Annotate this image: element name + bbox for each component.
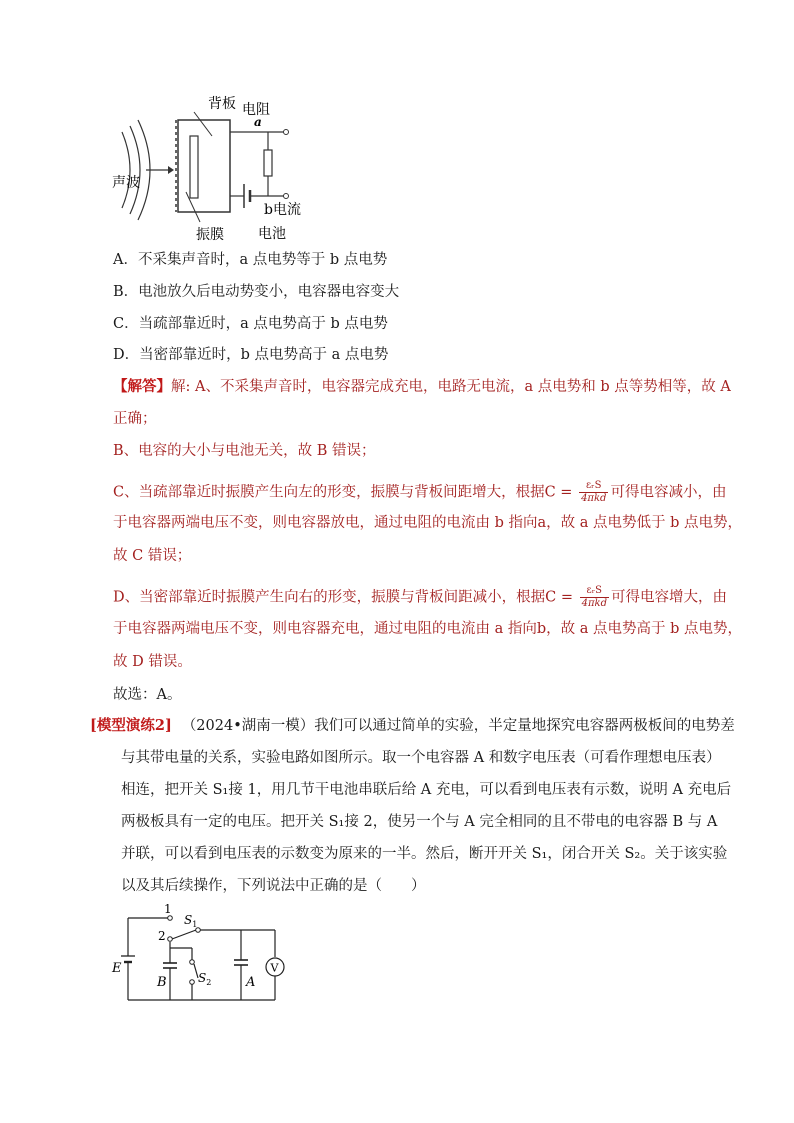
answer-d-line-2: 于电容器两端电压不变，则电容器充电，通过电阻的电流由 a 指向b，故 a 点电势高于 b 点电势， <box>113 621 743 637</box>
capacitance-fraction <box>579 480 608 505</box>
exercise-tag: [模型演练2] <box>90 717 172 734</box>
answer-d-post: 可得电容增大，由 <box>611 589 727 606</box>
terminal-2 <box>168 937 173 942</box>
answer-text: 解: A、不采集声音时，电容器完成充电，电路无电流，a 点电势和 b 点等势相等，故 A <box>171 379 731 395</box>
fraction-numerator: εᵣS <box>580 585 609 598</box>
point-a-label: a <box>254 115 262 129</box>
terminal-1-label: 1 <box>164 902 172 916</box>
fraction-numerator: εᵣS <box>579 480 608 493</box>
exercise-line-3: 相连，把开关 S₁接 1，用几节干电池串联后给 A 充电，可以看到电压表有示数，说明 A 充电后 <box>121 782 732 798</box>
answer-c-line-1 <box>113 480 726 505</box>
answer-line-1 <box>113 377 731 397</box>
s2-label: $S_2$ <box>198 971 212 987</box>
backplate-label: 背板 <box>208 96 236 112</box>
exercise-line-5: 并联，可以看到电压表的示数变为原来的一半。然后，断开开关 S₁，闭合开关 S₂。关于该实验 <box>121 846 728 862</box>
arrow-icon <box>168 166 174 174</box>
exercise-line-6: 以及其后续操作，下列说法中正确的是（ ） <box>121 878 426 894</box>
terminal-1 <box>168 916 173 921</box>
answer-d-line-1 <box>113 585 727 610</box>
s1-label: $S_1$ <box>184 913 198 929</box>
b-label: B <box>157 975 167 990</box>
answer-line-3: B、电容的大小与电池无关，故 B 错误； <box>113 443 376 459</box>
terminal-2-label: 2 <box>158 929 166 943</box>
exercise-text: （2024•湖南一模）我们可以通过简单的实验，半定量地探究电容器两极板间的电势差 <box>181 718 735 734</box>
answer-choice: 故选：A。 <box>113 687 182 703</box>
b-current-label: b电流 <box>264 202 301 218</box>
answer-line-2: 正确； <box>113 411 157 427</box>
capacitance-fraction <box>580 585 609 610</box>
option-a: A．不采集声音时，a 点电势等于 b 点电势 <box>113 252 388 268</box>
diaphragm-label: 振膜 <box>196 227 224 242</box>
switch-s1 <box>172 930 196 939</box>
housing <box>178 120 230 212</box>
answer-d-line-3: 故 D 错误。 <box>113 654 192 670</box>
sound-wave-arc <box>130 126 140 214</box>
fraction-denominator: 4πkd <box>581 493 607 504</box>
answer-tag: 【解答】 <box>113 378 171 395</box>
fraction-denominator: 4πkd <box>581 598 607 609</box>
option-d: D．当密部靠近时，b 点电势高于 a 点电势 <box>113 347 389 363</box>
answer-c-line-2: 于电容器两端电压不变，则电容器放电，通过电阻的电流由 b 指向a，故 a 点电势低于 b 点电势， <box>113 515 743 531</box>
exercise-line-4: 两极板具有一定的电压。把开关 S₁接 2，使另一个与 A 完全相同的且不带电的电容器 B 与 A <box>121 814 718 830</box>
e-label: E <box>112 961 122 976</box>
option-c: C．当疏部靠近时，a 点电势高于 b 点电势 <box>113 316 388 332</box>
sound-label: 声波 <box>112 175 140 191</box>
exercise-line-1 <box>90 716 735 736</box>
resistor-label: 电阻 <box>242 102 270 118</box>
answer-c-pre: C、当疏部靠近时振膜产生向左的形变，振膜与背板间距增大，根据C = <box>113 484 573 501</box>
backplate <box>190 136 198 198</box>
voltmeter-label: V <box>270 961 279 975</box>
answer-d-pre: D、当密部靠近时振膜产生向右的形变，振膜与背板间距减小，根据C = <box>113 589 573 606</box>
answer-c-line-3: 故 C 错误； <box>113 548 192 564</box>
resistor <box>264 150 272 176</box>
exercise-line-2: 与其带电量的关系，实验电路如图所示。取一个电容器 A 和数字电压表（可看作理想电压表） <box>121 750 721 766</box>
a-label: A <box>246 975 256 990</box>
battery-label: 电池 <box>258 226 286 242</box>
option-b: B．电池放久后电动势变小，电容器电容变大 <box>113 284 400 300</box>
sound-wave-arc <box>122 132 130 208</box>
microphone-circuit-diagram <box>108 92 318 242</box>
answer-c-post: 可得电容减小，由 <box>610 484 727 501</box>
capacitor-circuit-diagram <box>110 902 295 1007</box>
